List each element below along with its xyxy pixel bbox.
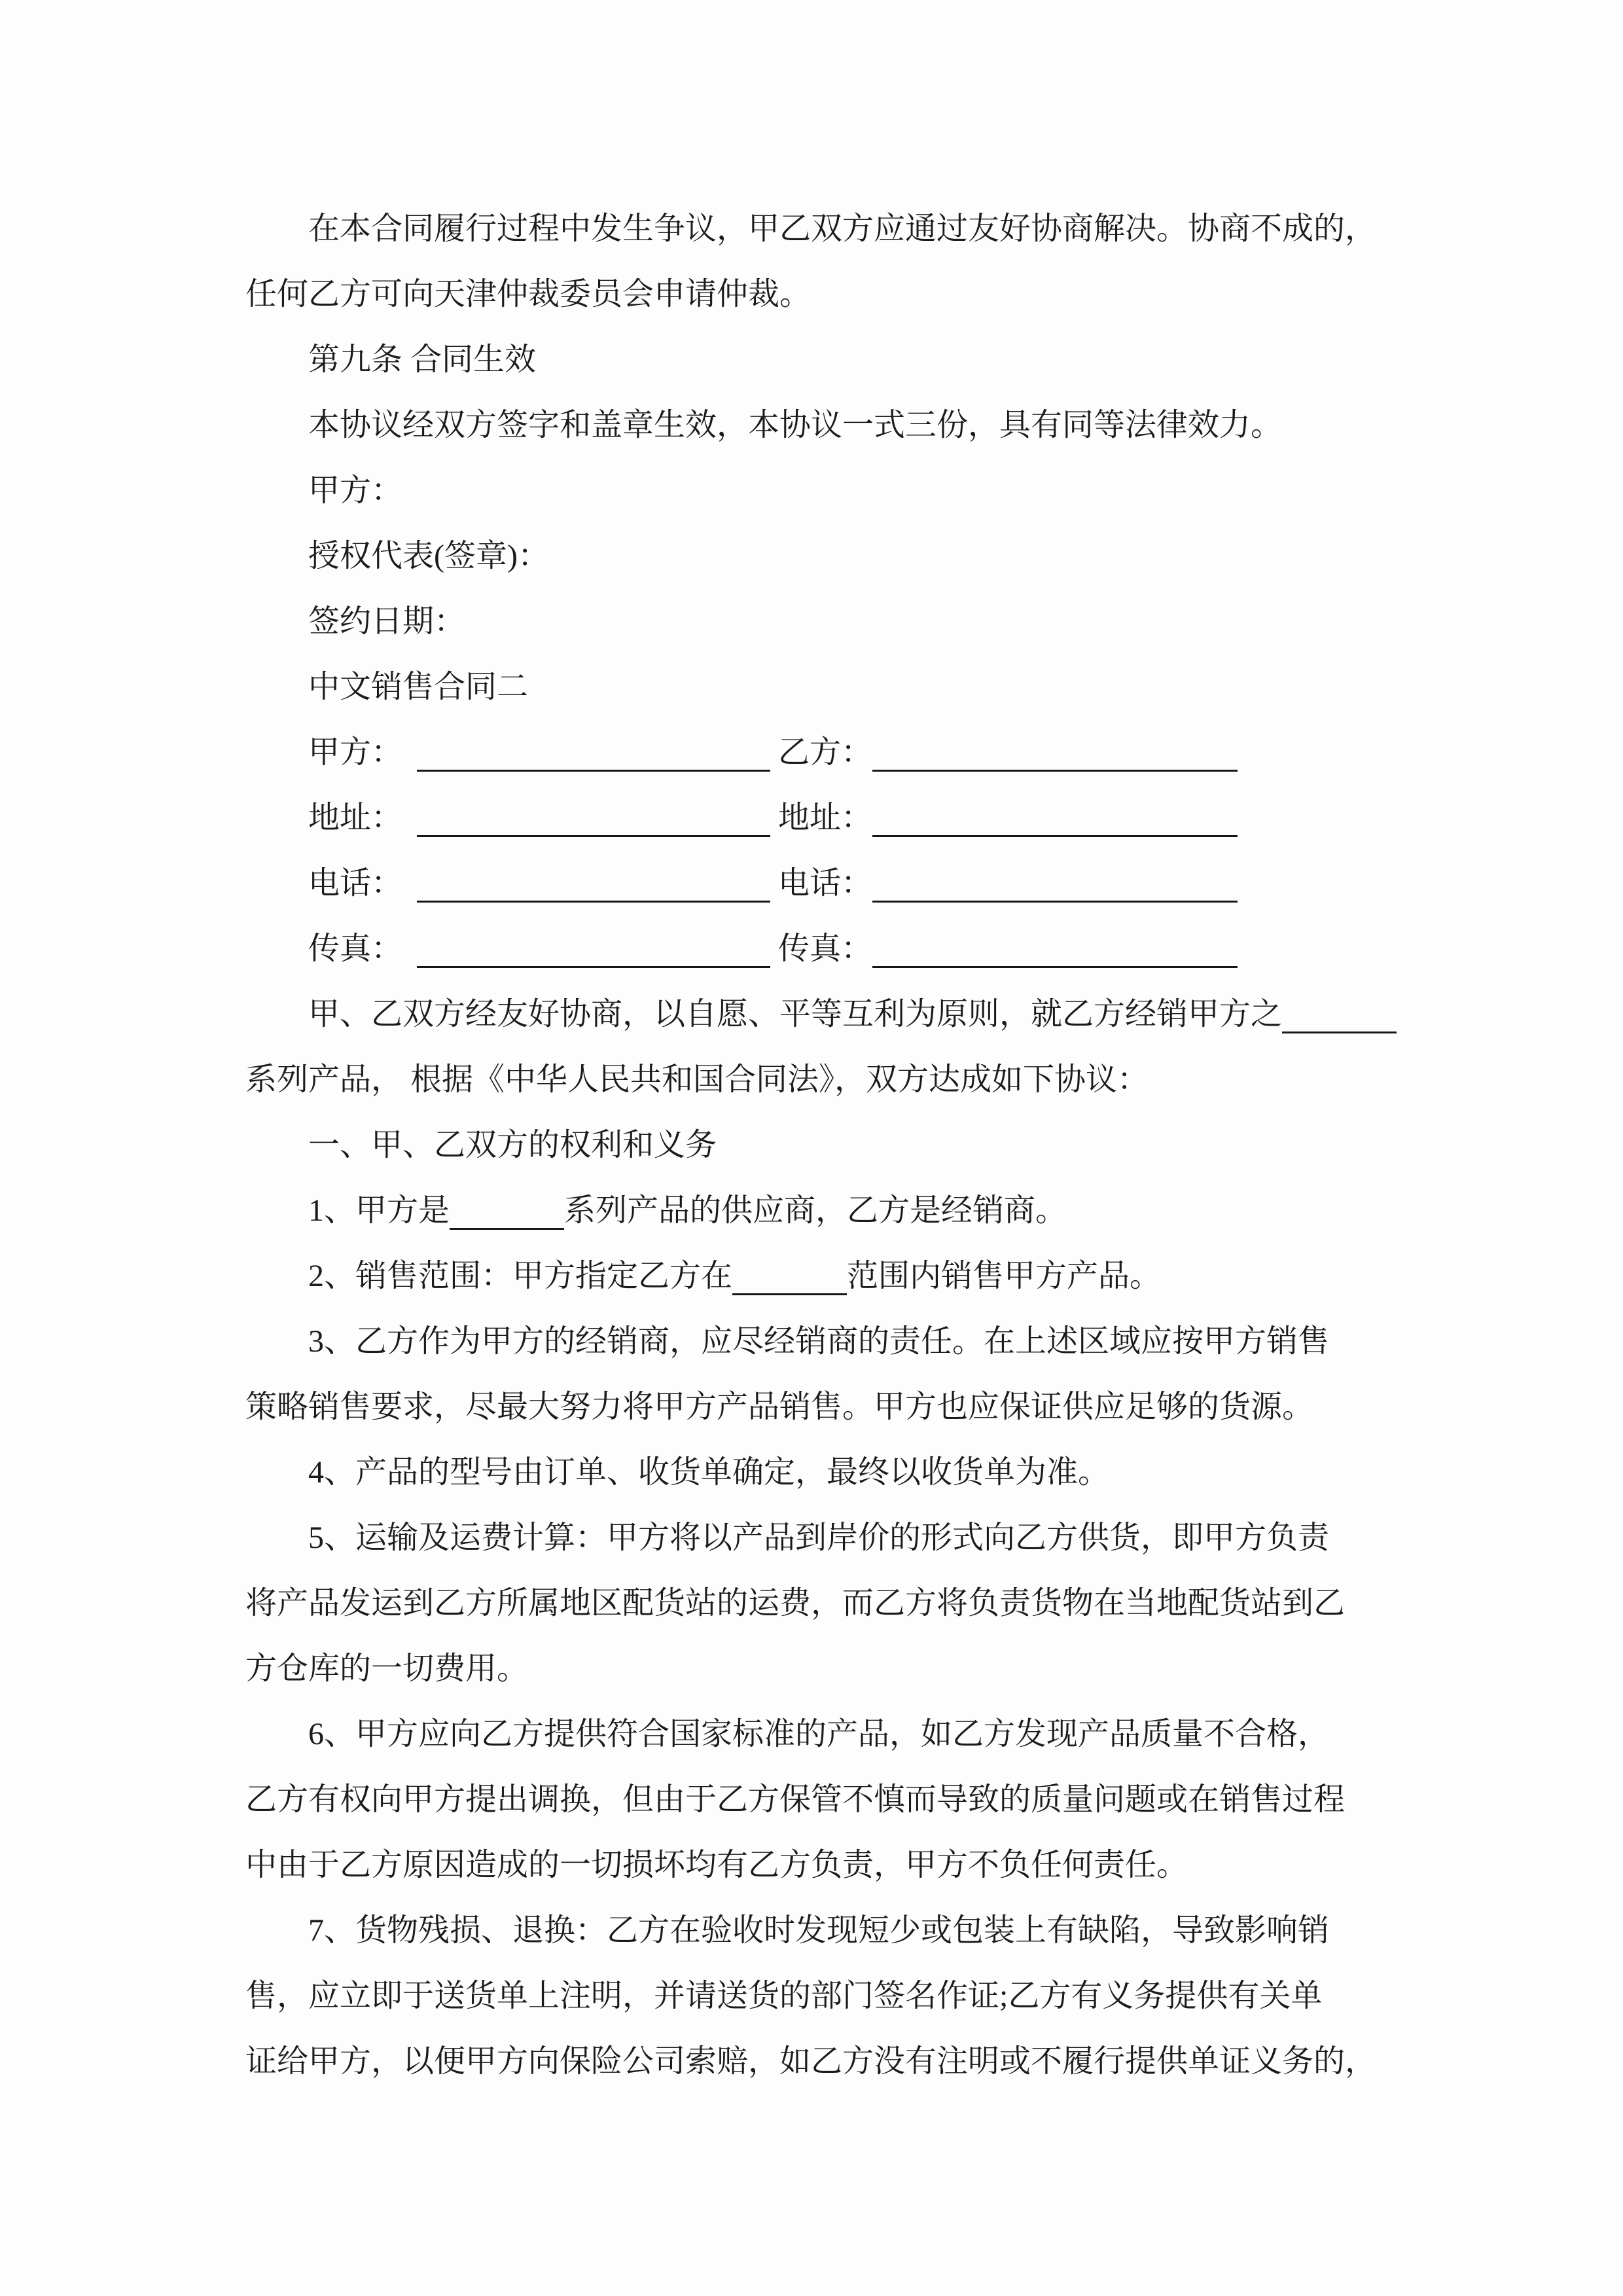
fax-b-fill-blank [872,940,1238,968]
clause-5-line-2: 将产品发运到乙方所属地区配货站的运费，而乙方将负责货物在当地配货站到乙 [245,1586,1346,1621]
clause-2-fill-blank [732,1267,847,1295]
article-9-heading: 第九条 合同生效 [308,342,537,377]
clause-6-line-2: 乙方有权向甲方提出调换，但由于乙方保管不慎而导致的质量问题或在销售过程 [245,1782,1346,1817]
fax-b-label: 传真： [778,931,873,966]
clause-2-after: 范围内销售甲方产品。 [847,1259,1162,1293]
phone-a-fill-blank [417,874,770,903]
parties-form-row-party [245,720,1394,785]
clause-7-line-1: 7、货物残损、退换：乙方在验收时发现短少或包装上有缺陷，导致影响销 [308,1913,1330,1948]
dispute-clause-line-2: 任何乙方可向天津仲裁委员会申请仲裁。 [245,277,812,312]
signature-party-a-label: 甲方： [308,473,403,508]
parties-form-row-phone [245,851,1394,916]
phone-b-fill-blank [872,874,1238,903]
chapter-1-heading: 一、甲、乙双方的权利和义务 [308,1128,717,1162]
party-b-label: 乙方： [778,735,873,770]
clause-6-line-3: 中由于乙方原因造成的一切损坏均有乙方负责，甲方不负任何责任。 [245,1848,1188,1882]
clause-7-line-3: 证给甲方，以便甲方向保险公司索赔，如乙方没有注明或不履行提供单证义务的， [245,2044,1377,2079]
clause-1-line [245,1178,1394,1244]
address-a-label: 地址： [308,800,403,835]
clause-1-after: 系列产品的供应商，乙方是经销商。 [564,1193,1067,1228]
fax-a-label: 传真： [308,931,403,966]
parties-form-row-fax [245,916,1394,982]
address-b-fill-blank [872,809,1238,837]
clause-2-before: 2、销售范围：甲方指定乙方在 [308,1259,733,1293]
preamble-line-1 [245,982,1394,1047]
clause-1-fill-blank [450,1202,564,1230]
clause-5-line-3: 方仓库的一切费用。 [245,1651,529,1686]
article-9-body: 本协议经双方签字和盖章生效，本协议一式三份，具有同等法律效力。 [308,408,1283,442]
clause-3-line-1: 3、乙方作为甲方的经销商，应尽经销商的责任。在上述区域应按甲方销售 [308,1324,1330,1359]
phone-b-label: 电话： [778,866,873,901]
fax-a-fill-blank [417,940,770,968]
preamble-line-2: 系列产品， 根据《中华人民共和国合同法》，双方达成如下协议： [245,1062,1149,1097]
parties-form-row-address [245,785,1394,851]
clause-2-line [245,1244,1394,1309]
address-a-fill-blank [417,809,770,837]
phone-a-label: 电话： [308,866,403,901]
signature-date-label: 签约日期： [308,604,466,639]
address-b-label: 地址： [778,800,873,835]
party-a-label: 甲方： [308,735,403,770]
contract-2-title: 中文销售合同二 [308,670,529,704]
party-a-fill-blank [417,744,770,772]
clause-3-line-2: 策略销售要求，尽最大努力将甲方产品销售。甲方也应保证供应足够的货源。 [245,1390,1314,1424]
clause-7-line-2: 售，应立即于送货单上注明，并请送货的部门签名作证;乙方有义务提供有关单 [245,1979,1323,2013]
clause-6-line-1: 6、甲方应向乙方提供符合国家标准的产品，如乙方发现产品质量不合格， [308,1717,1330,1751]
signature-representative-label: 授权代表(签章)： [308,539,549,573]
clause-1-before: 1、甲方是 [308,1193,450,1228]
preamble-text: 甲、乙双方经友好协商，以自愿、平等互利为原则，就乙方经销甲方之 [308,997,1283,1031]
dispute-clause-line-1: 在本合同履行过程中发生争议，甲乙双方应通过友好协商解决。协商不成的， [308,211,1377,246]
party-b-fill-blank [872,744,1238,772]
preamble-fill-blank [1282,1005,1397,1033]
clause-4-line: 4、产品的型号由订单、收货单确定，最终以收货单为准。 [308,1455,1110,1490]
clause-5-line-1: 5、运输及运费计算：甲方将以产品到岸价的形式向乙方供货，即甲方负责 [308,1520,1330,1555]
